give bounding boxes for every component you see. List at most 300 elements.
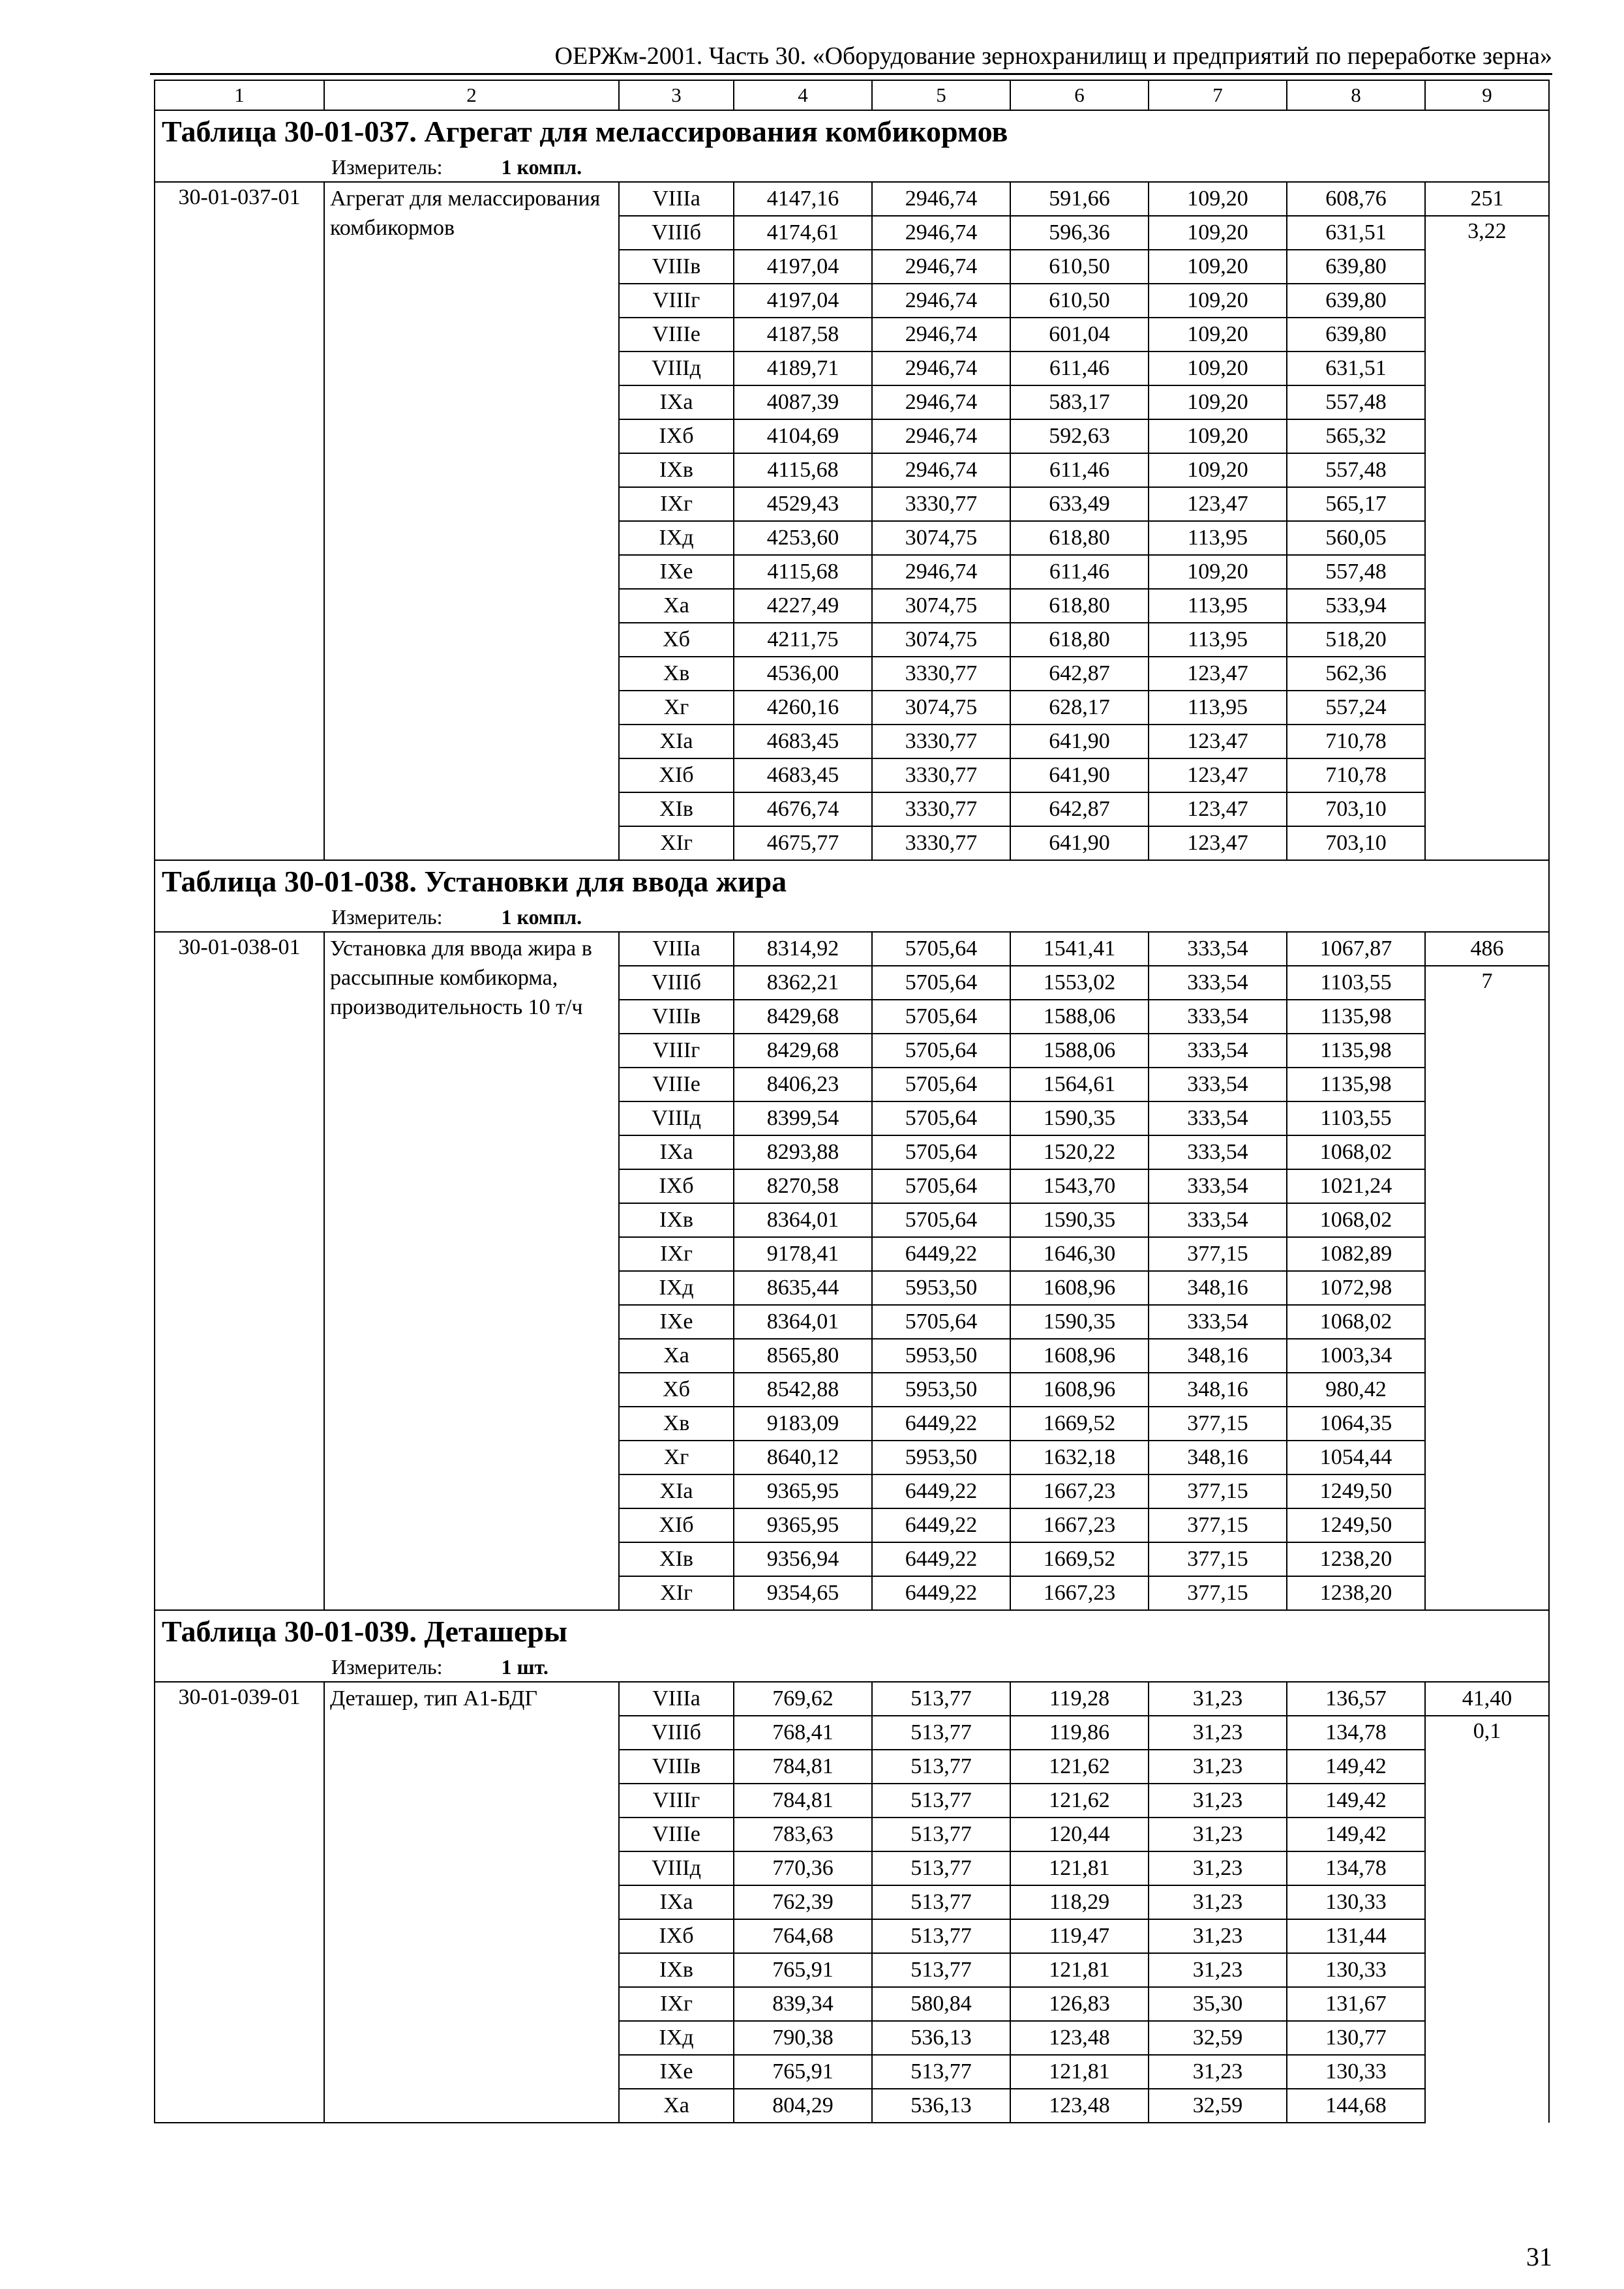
measure-cell (155, 903, 1549, 932)
value-cell: 6449,22 (872, 1237, 1010, 1271)
value-cell: 6449,22 (872, 1474, 1010, 1508)
value-cell: 348,16 (1149, 1373, 1287, 1407)
value-cell: 4253,60 (734, 521, 872, 555)
column-number: 8 (1287, 80, 1425, 110)
column-number-row (155, 80, 1549, 110)
value-cell: 513,77 (872, 1750, 1010, 1784)
measure-row (155, 153, 1549, 182)
value-cell: 513,77 (872, 1682, 1010, 1716)
value-cell: 5705,64 (872, 966, 1010, 1000)
value-cell: 123,48 (1010, 2021, 1149, 2055)
value-cell: 557,48 (1287, 555, 1425, 589)
value-cell: 2946,74 (872, 250, 1010, 284)
value-cell: 8270,58 (734, 1169, 872, 1203)
zone-cell: VIIIе (619, 1818, 734, 1851)
value-cell: 1520,22 (1010, 1135, 1149, 1169)
value-cell: 123,47 (1149, 725, 1287, 758)
value-cell: 513,77 (872, 1919, 1010, 1953)
value-cell: 121,62 (1010, 1784, 1149, 1818)
zone-cell: IXб (619, 1919, 734, 1953)
value-cell: 8429,68 (734, 1034, 872, 1068)
value-cell: 348,16 (1149, 1271, 1287, 1305)
value-cell: 377,15 (1149, 1508, 1287, 1542)
zone-cell: VIIIг (619, 284, 734, 318)
value-cell: 8542,88 (734, 1373, 872, 1407)
value-cell: 610,50 (1010, 250, 1149, 284)
value-cell: 533,94 (1287, 589, 1425, 623)
value-cell: 2946,74 (872, 385, 1010, 419)
value-cell: 333,54 (1149, 1203, 1287, 1237)
value-cell: 31,23 (1149, 1885, 1287, 1919)
value-cell: 123,47 (1149, 792, 1287, 826)
table-title-row (155, 860, 1549, 903)
value-cell: 109,20 (1149, 385, 1287, 419)
col9-value: 7 (1425, 966, 1549, 1610)
value-cell: 4147,16 (734, 182, 872, 216)
value-cell: 641,90 (1010, 725, 1149, 758)
value-cell: 641,90 (1010, 758, 1149, 792)
zone-cell: Xг (619, 1441, 734, 1474)
zone-cell: IXг (619, 1987, 734, 2021)
measure-label: Измеритель: (331, 1655, 443, 1679)
value-cell: 4187,58 (734, 318, 872, 352)
value-cell: 1135,98 (1287, 1068, 1425, 1101)
value-cell: 608,76 (1287, 182, 1425, 216)
col9-value: 486 (1425, 932, 1549, 966)
value-cell: 8364,01 (734, 1203, 872, 1237)
value-cell: 5953,50 (872, 1373, 1010, 1407)
value-cell: 4087,39 (734, 385, 872, 419)
zone-cell: VIIIг (619, 1784, 734, 1818)
value-cell: 121,81 (1010, 1953, 1149, 1987)
running-header: ОЕРЖм-2001. Часть 30. «Оборудование зернохранилищ и предприятий по переработке зерна» (554, 42, 1552, 70)
value-cell: 618,80 (1010, 521, 1149, 555)
value-cell: 333,54 (1149, 1034, 1287, 1068)
value-cell: 8362,21 (734, 966, 872, 1000)
value-cell: 120,44 (1010, 1818, 1149, 1851)
value-cell: 109,20 (1149, 216, 1287, 250)
value-cell: 123,47 (1149, 826, 1287, 860)
value-cell: 770,36 (734, 1851, 872, 1885)
zone-cell: Xв (619, 657, 734, 691)
value-cell: 764,68 (734, 1919, 872, 1953)
value-cell: 1068,02 (1287, 1305, 1425, 1339)
value-cell: 4536,00 (734, 657, 872, 691)
value-cell: 513,77 (872, 1818, 1010, 1851)
zone-cell: XIв (619, 1542, 734, 1576)
value-cell: 333,54 (1149, 1068, 1287, 1101)
table-title-row (155, 1610, 1549, 1653)
value-cell: 333,54 (1149, 1135, 1287, 1169)
zone-cell: IXв (619, 453, 734, 487)
zone-cell: VIIIе (619, 1068, 734, 1101)
zone-cell: IXг (619, 1237, 734, 1271)
value-cell: 31,23 (1149, 1953, 1287, 1987)
value-cell: 1608,96 (1010, 1271, 1149, 1305)
zone-cell: IXд (619, 1271, 734, 1305)
value-cell: 109,20 (1149, 419, 1287, 453)
value-cell: 333,54 (1149, 1169, 1287, 1203)
value-cell: 149,42 (1287, 1818, 1425, 1851)
value-cell: 2946,74 (872, 453, 1010, 487)
value-cell: 1103,55 (1287, 1101, 1425, 1135)
value-cell: 144,68 (1287, 2089, 1425, 2123)
value-cell: 783,63 (734, 1818, 872, 1851)
value-cell: 31,23 (1149, 1851, 1287, 1885)
value-cell: 31,23 (1149, 1750, 1287, 1784)
zone-cell: IXб (619, 1169, 734, 1203)
value-cell: 6449,22 (872, 1508, 1010, 1542)
header-rule (150, 73, 1552, 75)
value-cell: 109,20 (1149, 318, 1287, 352)
value-cell: 6449,22 (872, 1407, 1010, 1441)
value-cell: 980,42 (1287, 1373, 1425, 1407)
value-cell: 790,38 (734, 2021, 872, 2055)
value-cell: 134,78 (1287, 1851, 1425, 1885)
value-cell: 121,62 (1010, 1750, 1149, 1784)
value-cell: 9178,41 (734, 1237, 872, 1271)
value-cell: 628,17 (1010, 691, 1149, 725)
measure-row (155, 1653, 1549, 1682)
table-body (155, 80, 1549, 2123)
value-cell: 618,80 (1010, 623, 1149, 657)
value-cell: 149,42 (1287, 1784, 1425, 1818)
measure-label: Измеритель: (331, 155, 443, 179)
value-cell: 3074,75 (872, 589, 1010, 623)
value-cell: 126,83 (1010, 1987, 1149, 2021)
table-title-row (155, 110, 1549, 153)
value-cell: 4115,68 (734, 555, 872, 589)
table-title: Таблица 30-01-038. Установки для ввода жира (155, 860, 1549, 903)
value-cell: 113,95 (1149, 589, 1287, 623)
equipment-name: Деташер, тип А1-БДГ (324, 1682, 619, 2123)
value-cell: 4189,71 (734, 352, 872, 385)
value-cell: 4211,75 (734, 623, 872, 657)
value-cell: 123,47 (1149, 657, 1287, 691)
value-cell: 1564,61 (1010, 1068, 1149, 1101)
value-cell: 1238,20 (1287, 1542, 1425, 1576)
table-title: Таблица 30-01-039. Деташеры (155, 1610, 1549, 1653)
value-cell: 4174,61 (734, 216, 872, 250)
value-cell: 9365,95 (734, 1474, 872, 1508)
zone-cell: VIIIд (619, 1101, 734, 1135)
value-cell: 592,63 (1010, 419, 1149, 453)
value-cell: 4683,45 (734, 725, 872, 758)
value-cell: 377,15 (1149, 1474, 1287, 1508)
col9-value: 251 (1425, 182, 1549, 216)
value-cell: 2946,74 (872, 284, 1010, 318)
zone-cell: Xа (619, 589, 734, 623)
value-cell: 348,16 (1149, 1441, 1287, 1474)
value-cell: 557,24 (1287, 691, 1425, 725)
zone-cell: Xб (619, 623, 734, 657)
value-cell: 131,44 (1287, 1919, 1425, 1953)
value-cell: 1067,87 (1287, 932, 1425, 966)
value-cell: 4683,45 (734, 758, 872, 792)
value-cell: 1003,34 (1287, 1339, 1425, 1373)
value-cell: 130,33 (1287, 1953, 1425, 1987)
value-cell: 3330,77 (872, 487, 1010, 521)
column-number: 7 (1149, 80, 1287, 110)
value-cell: 4675,77 (734, 826, 872, 860)
zone-cell: VIIIв (619, 1750, 734, 1784)
value-cell: 113,95 (1149, 623, 1287, 657)
value-cell: 1064,35 (1287, 1407, 1425, 1441)
value-cell: 8399,54 (734, 1101, 872, 1135)
value-cell: 1021,24 (1287, 1169, 1425, 1203)
value-cell: 113,95 (1149, 521, 1287, 555)
value-cell: 333,54 (1149, 1305, 1287, 1339)
value-cell: 123,47 (1149, 487, 1287, 521)
value-cell: 333,54 (1149, 966, 1287, 1000)
zone-cell: Xв (619, 1407, 734, 1441)
value-cell: 32,59 (1149, 2089, 1287, 2123)
value-cell: 1590,35 (1010, 1101, 1149, 1135)
value-cell: 8314,92 (734, 932, 872, 966)
zone-cell: IXд (619, 2021, 734, 2055)
value-cell: 118,29 (1010, 1885, 1149, 1919)
value-cell: 4260,16 (734, 691, 872, 725)
value-cell: 5705,64 (872, 1034, 1010, 1068)
value-cell: 4227,49 (734, 589, 872, 623)
column-number: 5 (872, 80, 1010, 110)
zone-cell: Xб (619, 1373, 734, 1407)
value-cell: 1249,50 (1287, 1474, 1425, 1508)
value-cell: 130,33 (1287, 1885, 1425, 1919)
value-cell: 1103,55 (1287, 966, 1425, 1000)
value-cell: 109,20 (1149, 555, 1287, 589)
zone-cell: XIб (619, 1508, 734, 1542)
value-cell: 35,30 (1149, 1987, 1287, 2021)
value-cell: 639,80 (1287, 318, 1425, 352)
value-cell: 565,17 (1287, 487, 1425, 521)
value-cell: 631,51 (1287, 216, 1425, 250)
value-cell: 4529,43 (734, 487, 872, 521)
value-cell: 5705,64 (872, 1203, 1010, 1237)
table-row (155, 1682, 1549, 1716)
zone-cell: IXб (619, 419, 734, 453)
table-title: Таблица 30-01-037. Агрегат для мелассирования комбикормов (155, 110, 1549, 153)
value-cell: 1632,18 (1010, 1441, 1149, 1474)
measure-value: 1 шт. (501, 1655, 549, 1679)
value-cell: 583,17 (1010, 385, 1149, 419)
value-cell: 784,81 (734, 1750, 872, 1784)
zone-cell: IXв (619, 1953, 734, 1987)
column-number: 9 (1425, 80, 1549, 110)
value-cell: 536,13 (872, 2021, 1010, 2055)
value-cell: 1054,44 (1287, 1441, 1425, 1474)
value-cell: 784,81 (734, 1784, 872, 1818)
value-cell: 377,15 (1149, 1542, 1287, 1576)
zone-cell: IXе (619, 1305, 734, 1339)
equipment-name: Агрегат для мелассирования комбикормов (324, 182, 619, 860)
value-cell: 2946,74 (872, 182, 1010, 216)
value-cell: 557,48 (1287, 385, 1425, 419)
value-cell: 1541,41 (1010, 932, 1149, 966)
value-cell: 130,33 (1287, 2055, 1425, 2089)
zone-cell: XIг (619, 1576, 734, 1610)
value-cell: 513,77 (872, 1851, 1010, 1885)
value-cell: 4676,74 (734, 792, 872, 826)
value-cell: 8293,88 (734, 1135, 872, 1169)
value-cell: 5953,50 (872, 1271, 1010, 1305)
value-cell: 119,47 (1010, 1919, 1149, 1953)
zone-cell: VIIIб (619, 1716, 734, 1750)
value-cell: 1068,02 (1287, 1203, 1425, 1237)
zone-cell: XIб (619, 758, 734, 792)
zone-cell: VIIIе (619, 318, 734, 352)
zone-cell: VIIIв (619, 250, 734, 284)
value-cell: 8565,80 (734, 1339, 872, 1373)
value-cell: 642,87 (1010, 657, 1149, 691)
page-number: 31 (1526, 2242, 1552, 2271)
value-cell: 513,77 (872, 1716, 1010, 1750)
value-cell: 839,34 (734, 1987, 872, 2021)
value-cell: 641,90 (1010, 826, 1149, 860)
value-cell: 611,46 (1010, 352, 1149, 385)
value-cell: 136,57 (1287, 1682, 1425, 1716)
value-cell: 8364,01 (734, 1305, 872, 1339)
value-cell: 5953,50 (872, 1339, 1010, 1373)
col9-value: 41,40 (1425, 1682, 1549, 1716)
value-cell: 121,81 (1010, 1851, 1149, 1885)
value-cell: 31,23 (1149, 1784, 1287, 1818)
value-cell: 565,32 (1287, 419, 1425, 453)
value-cell: 113,95 (1149, 691, 1287, 725)
value-cell: 710,78 (1287, 725, 1425, 758)
value-cell: 4104,69 (734, 419, 872, 453)
value-cell: 1135,98 (1287, 1000, 1425, 1034)
value-cell: 123,47 (1149, 758, 1287, 792)
zone-cell: IXе (619, 555, 734, 589)
value-cell: 5705,64 (872, 1000, 1010, 1034)
value-cell: 762,39 (734, 1885, 872, 1919)
value-cell: 4115,68 (734, 453, 872, 487)
value-cell: 5953,50 (872, 1441, 1010, 1474)
value-cell: 1667,23 (1010, 1474, 1149, 1508)
rate-code: 30-01-039-01 (155, 1682, 324, 2123)
zone-cell: IXе (619, 2055, 734, 2089)
value-cell: 768,41 (734, 1716, 872, 1750)
value-cell: 9356,94 (734, 1542, 872, 1576)
value-cell: 1646,30 (1010, 1237, 1149, 1271)
value-cell: 610,50 (1010, 284, 1149, 318)
value-cell: 1590,35 (1010, 1203, 1149, 1237)
value-cell: 2946,74 (872, 419, 1010, 453)
zone-cell: VIIIа (619, 1682, 734, 1716)
value-cell: 130,77 (1287, 2021, 1425, 2055)
zone-cell: VIIIг (619, 1034, 734, 1068)
value-cell: 1588,06 (1010, 1034, 1149, 1068)
value-cell: 31,23 (1149, 1919, 1287, 1953)
measure-label: Измеритель: (331, 905, 443, 929)
value-cell: 348,16 (1149, 1339, 1287, 1373)
column-number: 4 (734, 80, 872, 110)
zone-cell: XIа (619, 725, 734, 758)
zone-cell: IXа (619, 1135, 734, 1169)
zone-cell: VIIIб (619, 216, 734, 250)
value-cell: 109,20 (1149, 182, 1287, 216)
value-cell: 580,84 (872, 1987, 1010, 2021)
value-cell: 109,20 (1149, 352, 1287, 385)
zone-cell: VIIIа (619, 182, 734, 216)
value-cell: 703,10 (1287, 826, 1425, 860)
zone-cell: IXв (619, 1203, 734, 1237)
value-cell: 134,78 (1287, 1716, 1425, 1750)
zone-cell: XIа (619, 1474, 734, 1508)
column-number: 2 (324, 80, 619, 110)
value-cell: 3330,77 (872, 792, 1010, 826)
zone-cell: IXд (619, 521, 734, 555)
measure-value: 1 компл. (501, 905, 582, 929)
value-cell: 109,20 (1149, 453, 1287, 487)
value-cell: 5705,64 (872, 1169, 1010, 1203)
value-cell: 9365,95 (734, 1508, 872, 1542)
value-cell: 5705,64 (872, 1305, 1010, 1339)
measure-row (155, 903, 1549, 932)
value-cell: 1608,96 (1010, 1339, 1149, 1373)
value-cell: 2946,74 (872, 352, 1010, 385)
value-cell: 765,91 (734, 1953, 872, 1987)
value-cell: 639,80 (1287, 250, 1425, 284)
value-cell: 121,81 (1010, 2055, 1149, 2089)
value-cell: 557,48 (1287, 453, 1425, 487)
measure-cell (155, 1653, 1549, 1682)
value-cell: 5705,64 (872, 1101, 1010, 1135)
value-cell: 3074,75 (872, 623, 1010, 657)
value-cell: 109,20 (1149, 284, 1287, 318)
zone-cell: IXа (619, 1885, 734, 1919)
value-cell: 1249,50 (1287, 1508, 1425, 1542)
measure-cell (155, 153, 1549, 182)
value-cell: 123,48 (1010, 2089, 1149, 2123)
value-cell: 1667,23 (1010, 1576, 1149, 1610)
column-number: 1 (155, 80, 324, 110)
value-cell: 8406,23 (734, 1068, 872, 1101)
value-cell: 3330,77 (872, 725, 1010, 758)
zone-cell: VIIIа (619, 932, 734, 966)
value-cell: 4197,04 (734, 250, 872, 284)
value-cell: 769,62 (734, 1682, 872, 1716)
value-cell: 333,54 (1149, 1000, 1287, 1034)
value-cell: 631,51 (1287, 352, 1425, 385)
value-cell: 591,66 (1010, 182, 1149, 216)
value-cell: 618,80 (1010, 589, 1149, 623)
value-cell: 1082,89 (1287, 1237, 1425, 1271)
value-cell: 109,20 (1149, 250, 1287, 284)
column-number: 3 (619, 80, 734, 110)
value-cell: 513,77 (872, 1784, 1010, 1818)
zone-cell: IXа (619, 385, 734, 419)
rate-code: 30-01-038-01 (155, 932, 324, 1610)
value-cell: 8640,12 (734, 1441, 872, 1474)
value-cell: 333,54 (1149, 1101, 1287, 1135)
value-cell: 8429,68 (734, 1000, 872, 1034)
value-cell: 513,77 (872, 1885, 1010, 1919)
value-cell: 6449,22 (872, 1542, 1010, 1576)
value-cell: 5705,64 (872, 1135, 1010, 1169)
value-cell: 710,78 (1287, 758, 1425, 792)
value-cell: 1588,06 (1010, 1000, 1149, 1034)
value-cell: 2946,74 (872, 555, 1010, 589)
value-cell: 804,29 (734, 2089, 872, 2123)
value-cell: 3330,77 (872, 826, 1010, 860)
value-cell: 377,15 (1149, 1407, 1287, 1441)
value-cell: 333,54 (1149, 932, 1287, 966)
zone-cell: XIв (619, 792, 734, 826)
value-cell: 1068,02 (1287, 1135, 1425, 1169)
value-cell: 513,77 (872, 1953, 1010, 1987)
